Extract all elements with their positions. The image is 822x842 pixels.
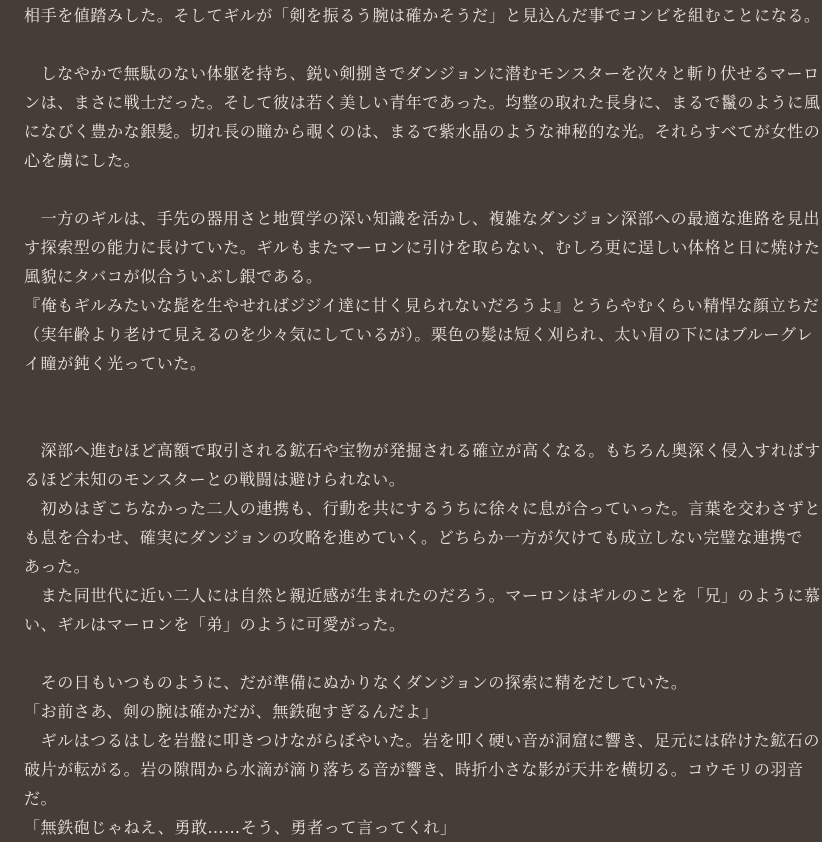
text-line: も息を合わせ、確実にダンジョンの攻略を進めていく。どちらか一方が欠けても成立しない完璧な連携で	[24, 528, 803, 547]
text-line: 『俺もギルみたいな髭を生やせればジジイ達に甘く見られないだろうよ』とうらやむくらい精悍な顔立ちだ	[24, 296, 820, 315]
text-line: その日もいつものように、だが準備にぬかりなくダンジョンの探索に精をだしていた。	[24, 673, 688, 692]
blank-line	[24, 407, 806, 436]
text-line: だ。	[24, 789, 58, 808]
text-line: しなやかで無駄のない体躯を持ち、鋭い剣捌きでダンジョンに潜むモンスターを次々と斬り伏せるマーロ	[24, 64, 820, 83]
text-line: ンは、まさに戦士だった。そして彼は若く美しい青年であった。均整の取れた長身に、まるで鬣のように風	[24, 93, 821, 112]
text-line: 初めはぎこちなかった二人の連携も、行動を共にするうちに徐々に息が合っていった。言葉を交わさずと	[24, 499, 821, 518]
text-line: になびく豊かな銀髪。切れ長の瞳から覗くのは、まるで紫水晶のような神秘的な光。それらすべてが女性の	[24, 122, 821, 141]
text-line: あった。	[24, 557, 91, 576]
blank-line	[24, 175, 806, 204]
blank-line	[24, 639, 806, 668]
text-line: 風貌にタバコが似合ういぶし銀である。	[24, 267, 323, 286]
text-line: イ瞳が鈍く光っていた。	[24, 354, 207, 373]
text-line: るほど未知のモンスターとの戦闘は避けられない。	[24, 470, 406, 489]
text-line: 「お前さあ、剣の腕は確かだが、無鉄砲すぎるんだよ」	[24, 702, 439, 721]
text-line: す探索型の能力に長けていた。ギルもまたマーロンに引けを取らない、むしろ更に逞しい体格と日に焼けた	[24, 238, 821, 257]
text-line: また同世代に近い二人には自然と親近感が生まれたのだろう。マーロンはギルのことを「兄」のように慕	[24, 586, 821, 605]
text-line: 深部へ進むほど高額で取引される鉱石や宝物が発掘される確立が高くなる。もちろん奥深く侵入すればす	[24, 441, 821, 460]
text-line: ギルはつるはしを岩盤に叩きつけながらぼやいた。岩を叩く硬い音が洞窟に響き、足元には砕けた鉱石の	[24, 731, 821, 750]
text-line: 相手を値踏みした。そしてギルが「剣を振るう腕は確かそうだ」と見込んだ事でコンビを組むことになる。	[24, 6, 821, 25]
text-line: 心を虜にした。	[24, 151, 141, 170]
story-text	[24, 1, 821, 842]
text-line: 一方のギルは、手先の器用さと地質学の深い知識を活かし、複雑なダンジョン深部への最適な進路を見出	[24, 209, 821, 228]
text-line: い、ギルはマーロンを「弟」のように可愛がった。	[24, 615, 406, 634]
text-line: 破片が転がる。岩の隙間から水滴が滴り落ちる音が響き、時折小さな影が天井を横切る。コウモリの羽音	[24, 760, 804, 779]
blank-line	[24, 30, 806, 59]
blank-line	[24, 378, 806, 407]
text-line: （実年齢より老けて見えるのを少々気にしているが）。栗色の髪は短く刈られ、太い眉の下にはブルーグレ	[24, 325, 814, 344]
text-line: 「無鉄砲じゃねえ、勇敢……そう、勇者って言ってくれ」	[24, 818, 457, 837]
